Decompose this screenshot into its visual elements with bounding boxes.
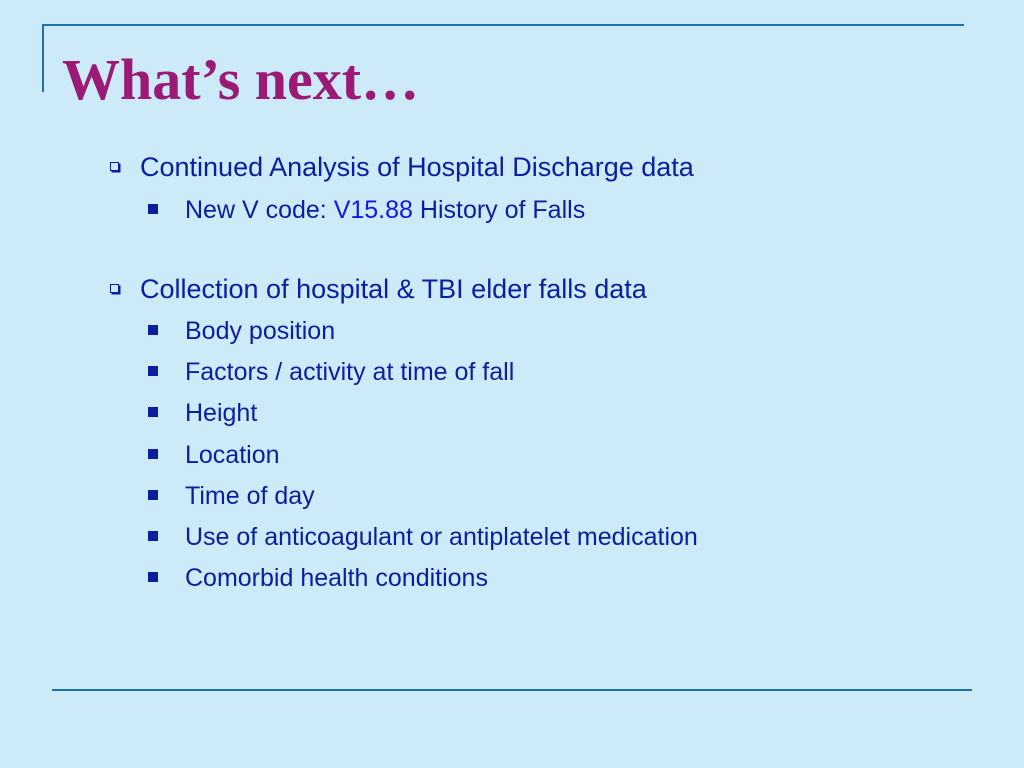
solid-square-bullet-icon [148, 325, 158, 335]
bullet-level2 [148, 439, 280, 471]
bullet-level2 [148, 194, 585, 226]
slide-title: What’s next… [62, 47, 420, 112]
solid-square-bullet-icon [148, 531, 158, 541]
bullet-text-prefix: New V code: [185, 196, 334, 224]
solid-square-bullet-icon [148, 572, 158, 582]
bullet-text: Continued Analysis of Hospital Discharge data [140, 152, 694, 182]
bullet-text: Use of anticoagulant or antiplatelet medication [185, 523, 698, 551]
bullet-level2 [148, 397, 257, 429]
bullet-text: Time of day [185, 482, 315, 510]
bottom-rule [52, 689, 972, 691]
solid-square-bullet-icon [148, 366, 158, 376]
bullet-level2 [148, 356, 514, 388]
bullet-text: Body position [185, 317, 336, 345]
bullet-level2 [148, 562, 488, 594]
bullet-text: Comorbid health conditions [185, 564, 488, 592]
solid-square-bullet-icon [148, 490, 158, 500]
v-code-value: V15.88 [333, 196, 413, 224]
bullet-text: Height [185, 399, 258, 427]
solid-square-bullet-icon [148, 204, 158, 214]
bullet-level1 [110, 150, 694, 184]
bullet-text: Location [185, 441, 280, 469]
bullet-text: Factors / activity at time of fall [185, 358, 515, 386]
solid-square-bullet-icon [148, 449, 158, 459]
hollow-square-bullet-icon [110, 284, 119, 293]
bullet-level2 [148, 315, 335, 347]
bullet-level2 [148, 521, 698, 553]
bullet-text-suffix: History of Falls [412, 196, 586, 224]
hollow-square-bullet-icon [110, 162, 119, 171]
bullet-level1 [110, 272, 647, 306]
bullet-text: Collection of hospital & TBI elder falls data [140, 274, 647, 304]
solid-square-bullet-icon [148, 407, 158, 417]
bullet-level2 [148, 480, 315, 512]
